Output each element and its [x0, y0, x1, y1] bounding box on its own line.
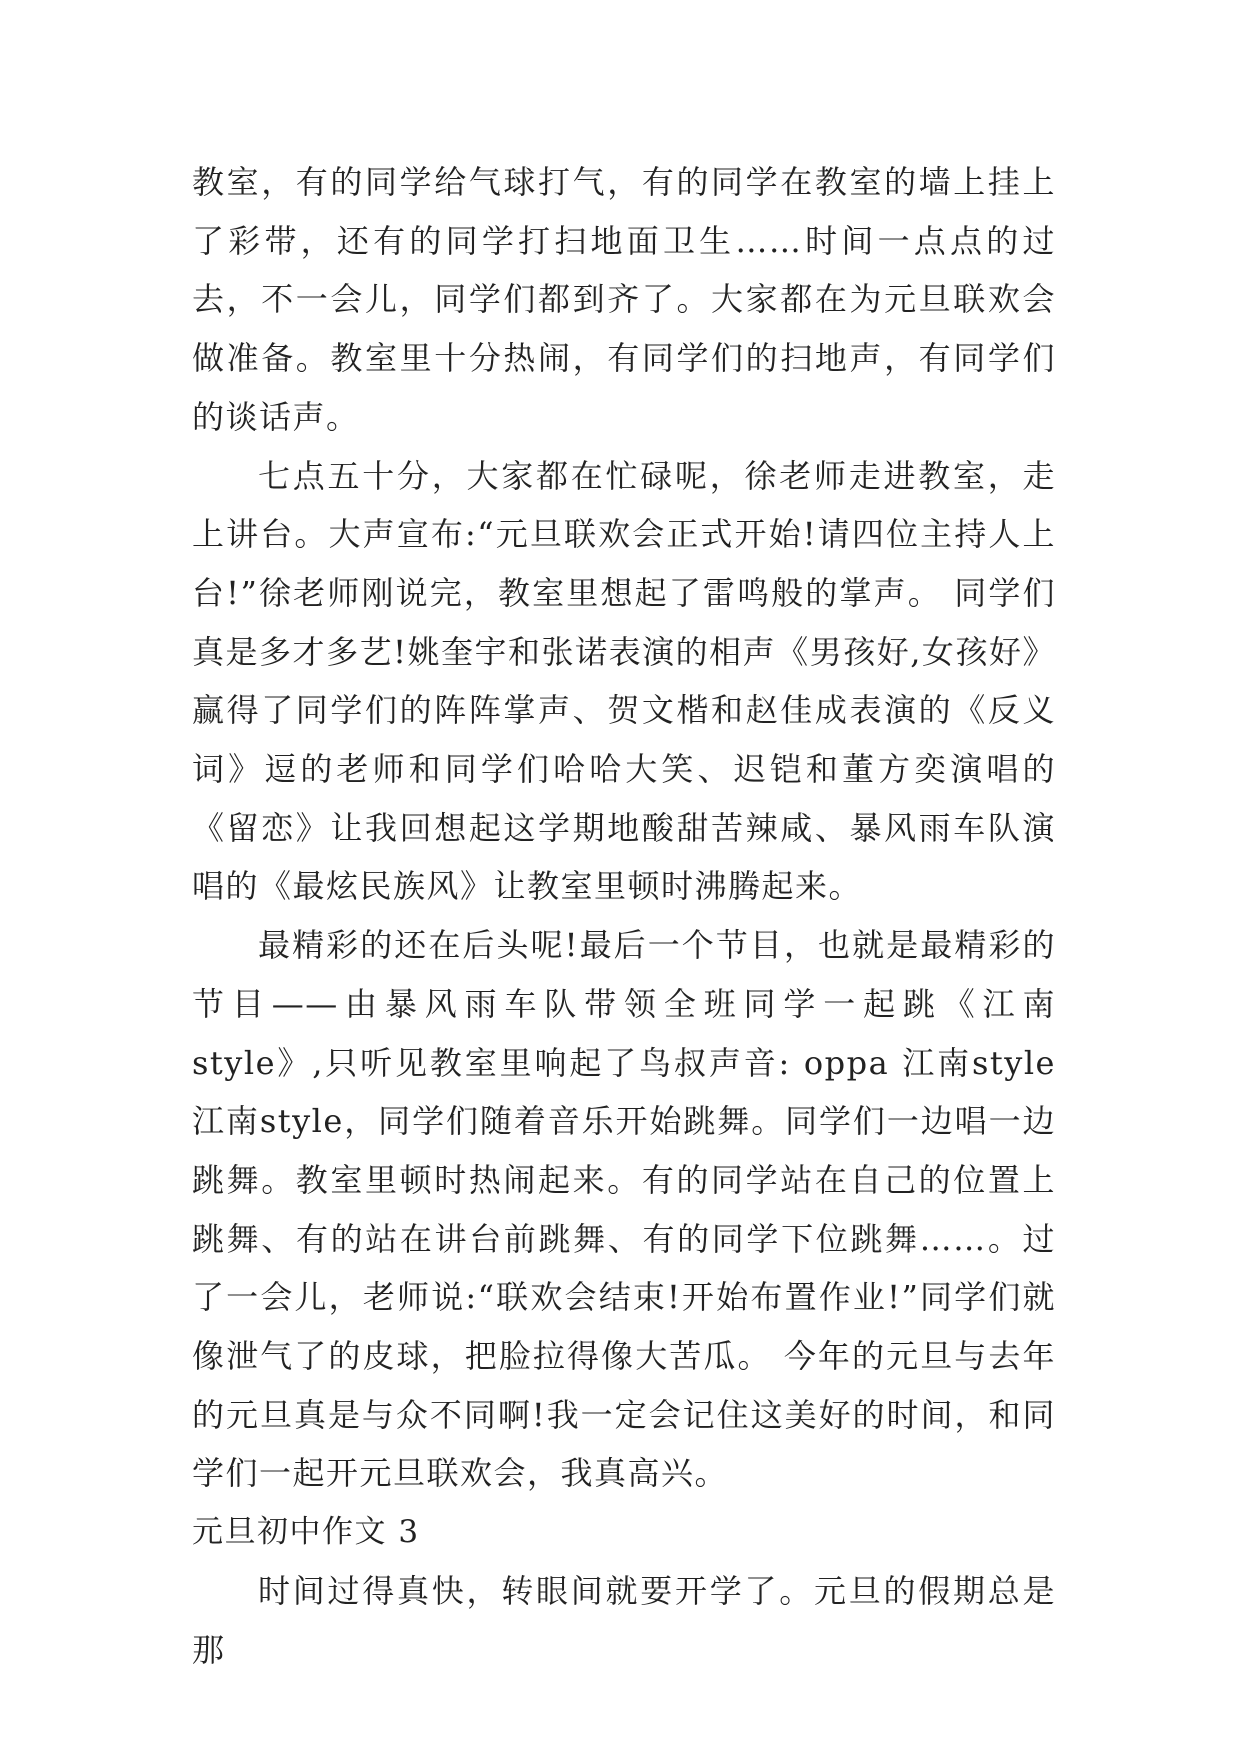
paragraph-final-show: 最精彩的还在后头呢!最后一个节目，也就是最精彩的节目——由暴风雨车队带领全班同学一起跳《江南 style》,只听见教室里响起了鸟叔声音: oppa 江南style 江南style，同学们随着音乐开始跳舞。同学们一边唱一边跳舞。教室里顿时热闹起来。有的同学站在自己的位置上跳舞、有的站在讲台前跳舞、有的同学下位跳舞……。过了一会儿，老师说:“联欢会结束!开始布置作业!”同学们就像泄气了的皮球，把脸拉得像大苦瓜。 今年的元旦与去年的元旦真是与众不同啊!我一定会记住这美好的时间，和同学们一起开元旦联欢会，我真高兴。 [192, 926, 1056, 1493]
paragraph-new-essay: 时间过得真快，转眼间就要开学了。元旦的假期总是那 [192, 1571, 1056, 1669]
paragraph-continuation: 教室，有的同学给气球打气，有的同学在教室的墙上挂上了彩带，还有的同学打扫地面卫生……时间一点点的过去，不一会儿，同学们都到齐了。大家都在为元旦联欢会做准备。教室里十分热闹，有同学们的扫地声，有同学们的谈话声。 [192, 163, 1056, 436]
paragraph-party-start: 七点五十分，大家都在忙碌呢，徐老师走进教室，走上讲台。大声宣布:“元旦联欢会正式开始!请四位主持人上台!”徐老师刚说完，教室里想起了雷鸣般的掌声。 同学们真是多才多艺!姚奎宇和张诺表演的相声《男孩好,女孩好》赢得了同学们的阵阵掌声、贺文楷和赵佳成表演的《反义词》逗的老师和同学们哈哈大笑、迟铠和董方奕演唱的《留恋》让我回想起这学期地酸甜苦辣咸、暴风雨车队演唱的《最炫民族风》让教室里顿时沸腾起来。 [192, 456, 1056, 906]
document-body [192, 153, 1056, 1679]
section-title: 元旦初中作文 3 [192, 1514, 420, 1551]
